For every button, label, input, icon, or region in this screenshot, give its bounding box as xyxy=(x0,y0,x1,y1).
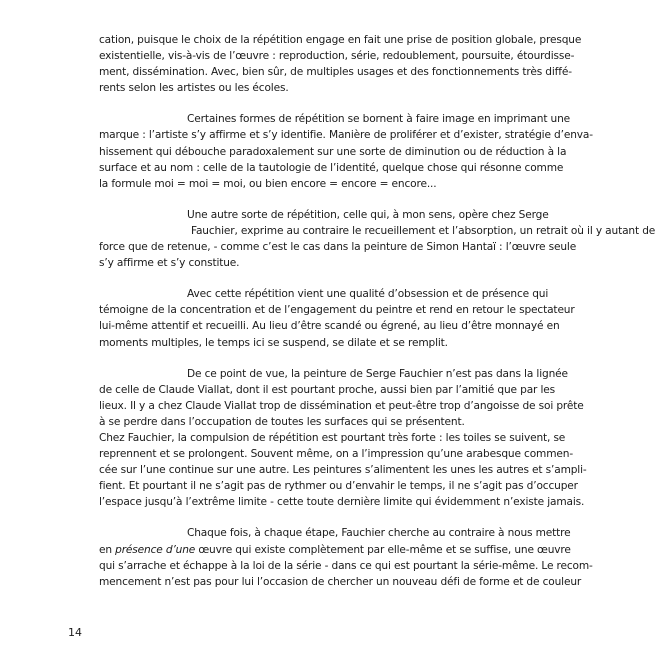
text-line: moments multiples, le temps ici se suspend, se dilate et se remplit. xyxy=(99,336,448,349)
text-line: la formule moi = moi = moi, ou bien encore = encore = encore... xyxy=(99,177,437,190)
text-line: De ce point de vue, la peinture de Serge Fauchier n’est pas dans la lignée xyxy=(187,367,568,380)
paragraph-5 xyxy=(99,366,587,511)
text-line: reprennent et se prolongent. Souvent même, on a l’impression qu’une arabesque commen- xyxy=(99,448,573,461)
text-line: Chaque fois, à chaque étape, Fauchier cherche au contraire à nous mettre xyxy=(187,527,571,540)
text-line: s’y affirme et s’y constitue. xyxy=(99,257,240,270)
paragraph-2 xyxy=(99,111,593,191)
text-line: existentielle, vis-à-vis de l’œuvre : reproduction, série, redoublement, poursuite, étourdisse- xyxy=(99,50,575,63)
text-line: Avec cette répétition vient une qualité d’obsession et de présence qui xyxy=(187,288,549,301)
text-line: Une autre sorte de répétition, celle qui, à mon sens, opère chez Serge xyxy=(187,208,549,221)
text-line: l’espace jusqu’à l’extrême limite - cette toute dernière limite qui évidemment n’existe jamais. xyxy=(99,496,585,509)
text-line xyxy=(99,542,571,558)
text-line: lui-même attentif et recueilli. Au lieu d’être scandé ou égrené, au lieu d’être monnayé en xyxy=(99,320,560,333)
text-line: rents selon les artistes ou les écoles. xyxy=(99,82,289,95)
text-line: qui s’arrache et échappe à la loi de la série - dans ce qui est pourtant la série-même. Le recom- xyxy=(99,559,593,572)
text-line: ment, dissémination. Avec, bien sûr, de multiples usages et des fonctionnements très diffé- xyxy=(99,66,572,79)
page-number: 14 xyxy=(68,626,82,639)
text-line: Certaines formes de répétition se bornent à faire image en imprimant une xyxy=(187,113,571,126)
text-line: de celle de Claude Viallat, dont il est pourtant proche, aussi bien par l’amitié que par les xyxy=(99,383,555,396)
text-line: à se perdre dans l’occupation de toutes les surfaces qui se présentent. xyxy=(99,415,465,428)
text-line: cée sur l’une continue sur une autre. Les peintures s’alimentent les unes les autres et s’ampli- xyxy=(99,464,587,477)
text-line: Chez Fauchier, la compulsion de répétition est pourtant très forte : les toiles se suivent, se xyxy=(99,431,566,444)
text-fragment: en xyxy=(99,543,116,556)
paragraph-1 xyxy=(99,32,582,96)
body-text xyxy=(99,32,655,590)
text-line: témoigne de la concentration et de l’engagement du peintre et rend en retour le spectateur xyxy=(99,304,575,317)
emphasis-text: présence d’une xyxy=(115,543,196,556)
text-line: Fauchier, exprime au contraire le recueillement et l’absorption, un retrait où il y autant de xyxy=(191,224,655,237)
paragraph-4 xyxy=(99,286,575,350)
text-line: lieux. Il y a chez Claude Viallat trop de dissémination et peut-être trop d’angoisse de soi prête xyxy=(99,399,584,412)
text-line: mencement n’est pas pour lui l’occasion de chercher un nouveau défi de forme et de couleur xyxy=(99,575,582,588)
text-fragment: œuvre qui existe complètement par elle-même et se suffise, une œuvre xyxy=(195,543,571,556)
text-line: cation, puisque le choix de la répétition engage en fait une prise de position globale, presque xyxy=(99,34,582,46)
paragraph-6 xyxy=(99,525,593,589)
text-line: force que de retenue, - comme c’est le cas dans la peinture de Simon Hantaï : l’œuvre seule xyxy=(99,241,577,254)
paragraph-3 xyxy=(99,207,655,271)
text-line: fient. Et pourtant il ne s’agit pas de rythmer ou d’envahir le temps, il ne s’agit pas d’occuper xyxy=(99,480,578,493)
text-line: surface et au nom : celle de la tautologie de l’identité, quelque chose qui résonne comme xyxy=(99,161,564,174)
text-line: marque : l’artiste s’y affirme et s’y identifie. Manière de proliférer et d’exister, stratégie d’enva- xyxy=(99,129,593,142)
text-line: hissement qui débouche paradoxalement sur une sorte de diminution ou de réduction à la xyxy=(99,145,567,158)
